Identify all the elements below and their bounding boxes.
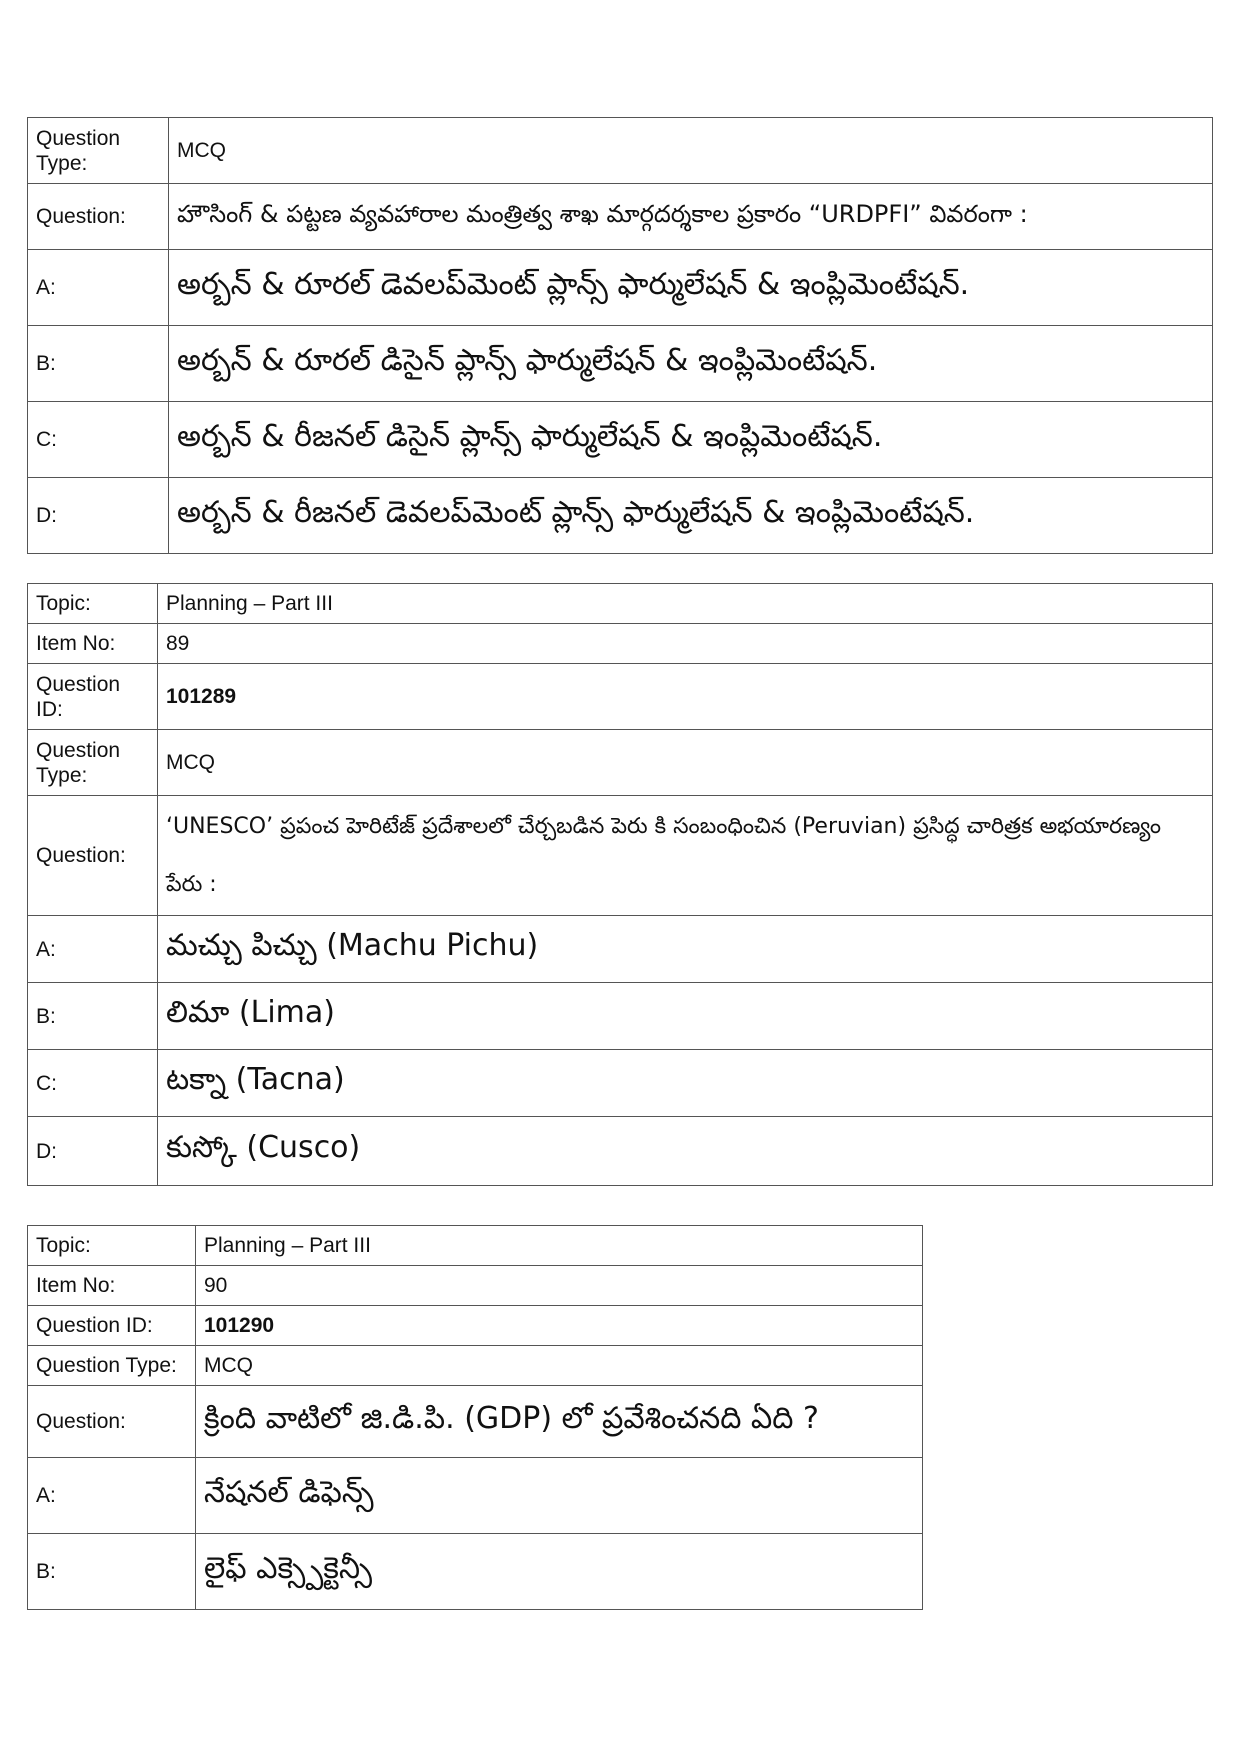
row-question [28, 184, 1213, 250]
option-row-b [28, 1534, 923, 1610]
option-label-a: A: [28, 1458, 196, 1534]
option-label-a: A: [28, 250, 169, 326]
row-question-id [28, 664, 1213, 730]
value-item-no: 90 [196, 1266, 923, 1306]
option-text-d: కుస్కో (Cusco) [158, 1117, 1213, 1186]
label-topic: Topic: [28, 1226, 196, 1266]
value-item-no: 89 [158, 624, 1213, 664]
option-label-b: B: [28, 326, 169, 402]
option-label-d: D: [28, 1117, 158, 1186]
option-text-a: మచ్చు పిచ్చు (Machu Pichu) [158, 916, 1213, 983]
question-table-1 [27, 117, 1213, 554]
label-question-type: Question Type: [28, 730, 158, 796]
label-question: Question: [28, 184, 169, 250]
value-question-type: MCQ [169, 118, 1213, 184]
option-text-c: టక్నా (Tacna) [158, 1050, 1213, 1117]
option-row-b [28, 326, 1213, 402]
option-text-b: అర్బన్ & రూరల్ డిసైన్ ప్లాన్స్ ఫార్ములేషన్ & ఇంప్లిమెంటేషన్. [169, 326, 1213, 402]
value-question-type: MCQ [196, 1346, 923, 1386]
value-topic: Planning – Part III [158, 584, 1213, 624]
row-question-type [28, 118, 1213, 184]
option-label-b: B: [28, 983, 158, 1050]
row-question-id [28, 1306, 923, 1346]
row-question-type [28, 1346, 923, 1386]
row-item-no [28, 1266, 923, 1306]
row-question [28, 796, 1213, 916]
label-question-type: Question Type: [28, 118, 169, 184]
label-item-no: Item No: [28, 624, 158, 664]
value-topic: Planning – Part III [196, 1226, 923, 1266]
row-question-type [28, 730, 1213, 796]
label-question-id: Question ID: [28, 1306, 196, 1346]
option-text-d: అర్బన్ & రీజనల్ డెవలప్‌మెంట్ ప్లాన్స్ ఫార్ములేషన్ & ఇంప్లిమెంటేషన్. [169, 478, 1213, 554]
question-table-3 [27, 1225, 923, 1610]
option-label-c: C: [28, 402, 169, 478]
option-row-d [28, 478, 1213, 554]
option-text-b: లిమా (Lima) [158, 983, 1213, 1050]
label-topic: Topic: [28, 584, 158, 624]
option-row-a [28, 1458, 923, 1534]
label-question-id: Question ID: [28, 664, 158, 730]
row-topic [28, 1226, 923, 1266]
option-label-c: C: [28, 1050, 158, 1117]
question-text: ‘UNESCO’ ప్రపంచ హెరిటేజ్ ప్రదేశాలలో చేర్చబడిన పెరు కి సంబంధించిన (Peruvian) ప్రసిద్ధ చారిత్రక అభయారణ్యం పేరు : [158, 796, 1213, 916]
question-text: హౌసింగ్ & పట్టణ వ్యవహారాల మంత్రిత్వ శాఖ మార్గదర్శకాల ప్రకారం “URDPFI” వివరంగా : [169, 184, 1213, 250]
option-row-b [28, 983, 1213, 1050]
question-table-2 [27, 583, 1213, 1186]
option-label-b: B: [28, 1534, 196, 1610]
row-topic [28, 584, 1213, 624]
row-question [28, 1386, 923, 1458]
option-text-c: అర్బన్ & రీజనల్ డిసైన్ ప్లాన్స్ ఫార్ములేషన్ & ఇంప్లిమెంటేషన్. [169, 402, 1213, 478]
option-text-a: అర్బన్ & రూరల్ డెవలప్‌మెంట్ ప్లాన్స్ ఫార్ములేషన్ & ఇంప్లిమెంటేషన్. [169, 250, 1213, 326]
label-item-no: Item No: [28, 1266, 196, 1306]
value-question-id: 101289 [158, 664, 1213, 730]
label-question: Question: [28, 796, 158, 916]
option-text-b: లైఫ్ ఎక్స్పెక్టెన్సీ [196, 1534, 923, 1610]
option-row-a [28, 916, 1213, 983]
option-label-d: D: [28, 478, 169, 554]
value-question-id: 101290 [196, 1306, 923, 1346]
option-row-d [28, 1117, 1213, 1186]
option-row-a [28, 250, 1213, 326]
option-text-a: నేషనల్ డిఫెన్స్ [196, 1458, 923, 1534]
option-row-c [28, 402, 1213, 478]
row-item-no [28, 624, 1213, 664]
question-text: క్రింది వాటిలో జి.డి.పి. (GDP) లో ప్రవేశించనది ఏది ? [196, 1386, 923, 1458]
value-question-type: MCQ [158, 730, 1213, 796]
option-row-c [28, 1050, 1213, 1117]
label-question-type: Question Type: [28, 1346, 196, 1386]
label-question: Question: [28, 1386, 196, 1458]
option-label-a: A: [28, 916, 158, 983]
